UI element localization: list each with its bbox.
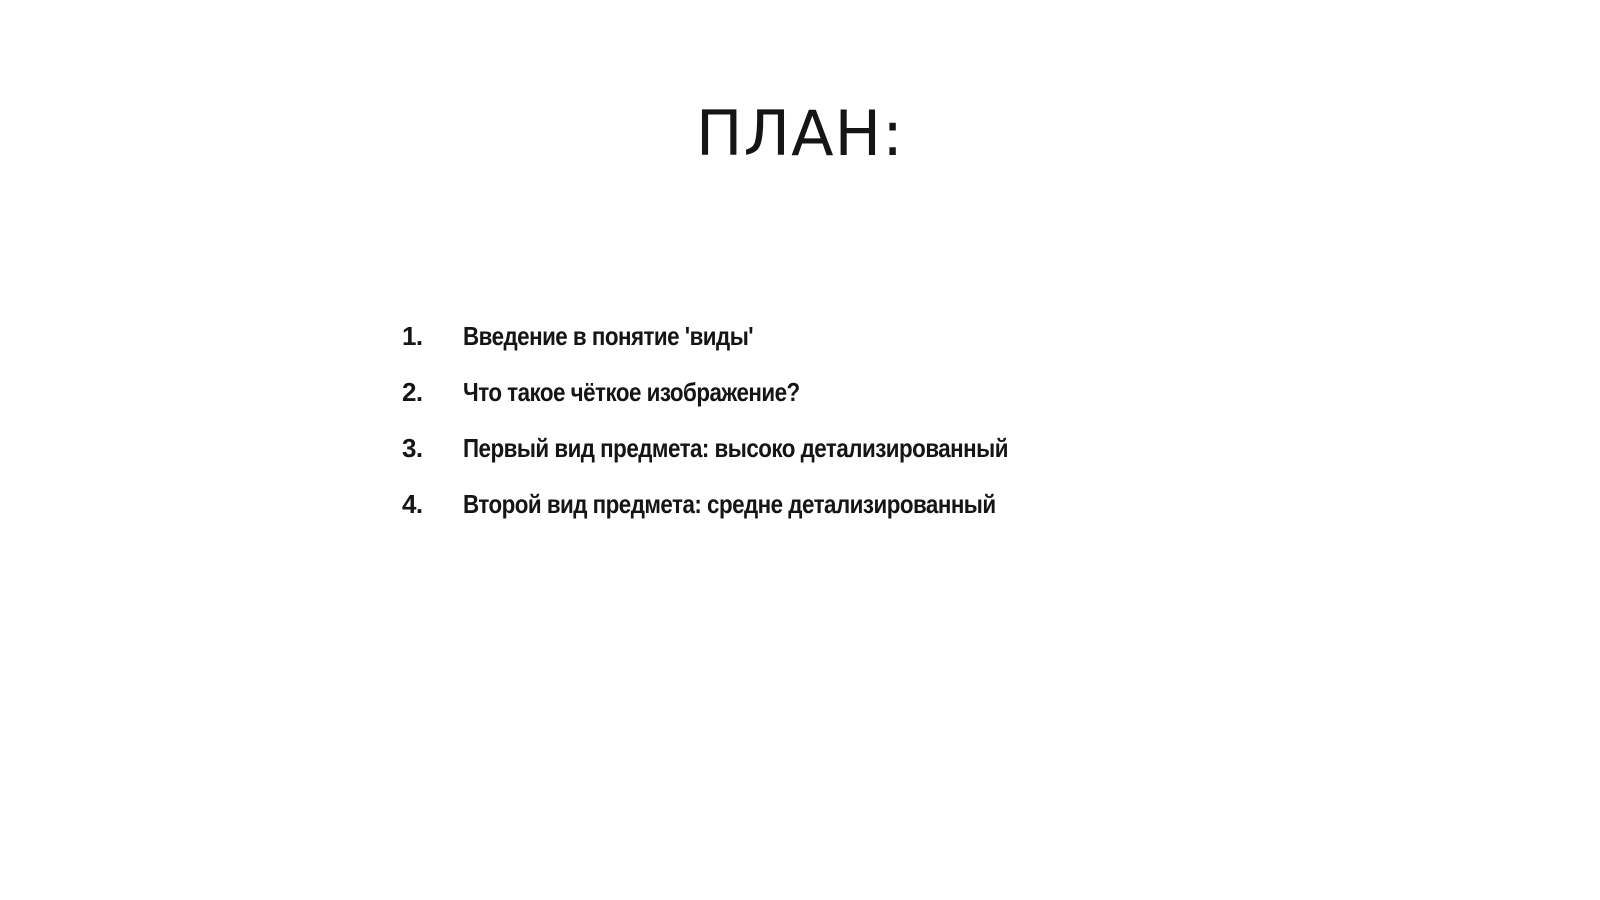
- plan-item-4: [402, 484, 1402, 540]
- slide-title: ПЛАН:: [695, 97, 905, 170]
- plan-item-2: [402, 372, 1402, 428]
- plan-item-text: Второй вид предмета: средне детализированный: [463, 489, 996, 519]
- plan-item-number: 2.: [402, 377, 423, 407]
- plan-item-text: Первый вид предмета: высоко детализированный: [463, 433, 1008, 463]
- plan-item-text: Что такое чёткое изображение?: [463, 377, 800, 407]
- plan-item-number: 4.: [402, 489, 423, 519]
- plan-list: [402, 316, 1402, 540]
- plan-item-1: [402, 316, 1402, 372]
- plan-item-text: Введение в понятие 'виды': [463, 321, 754, 351]
- plan-item-3: [402, 428, 1402, 484]
- plan-item-number: 1.: [402, 321, 423, 351]
- plan-item-number: 3.: [402, 433, 423, 463]
